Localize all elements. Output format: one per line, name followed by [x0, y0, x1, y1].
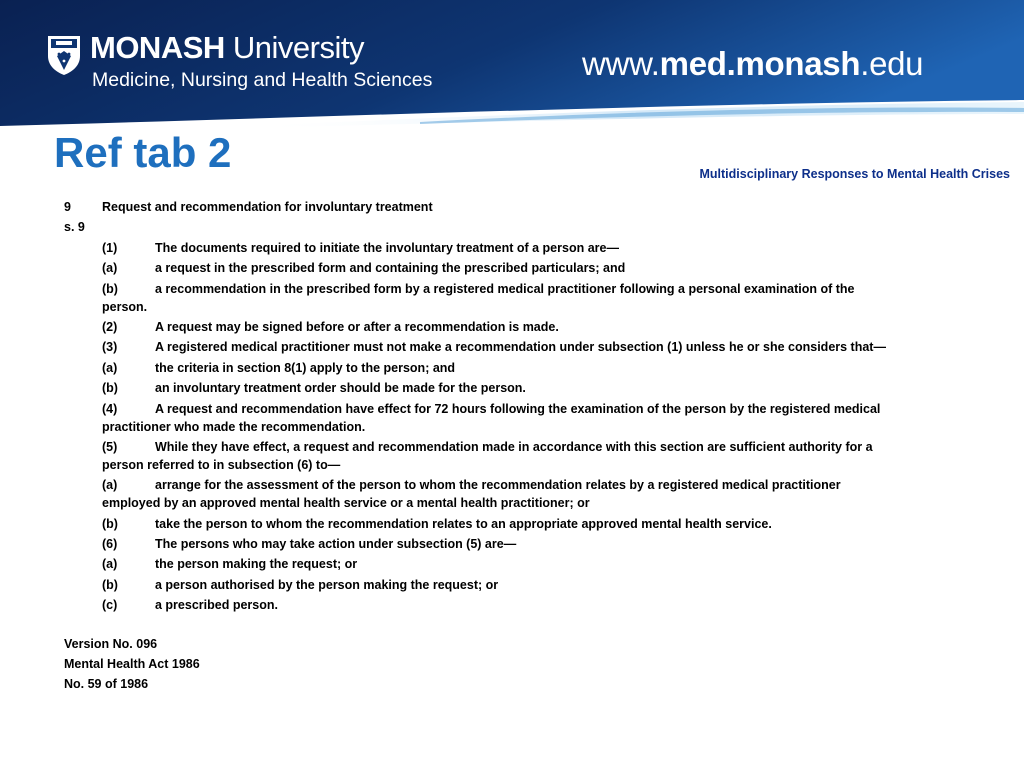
- item-number: (3): [102, 340, 118, 355]
- list-item: [64, 438, 894, 474]
- header-banner: [0, 0, 1024, 130]
- list-item: [64, 280, 894, 316]
- brand-name-bold: MONASH: [90, 30, 225, 65]
- item-number: (a): [102, 478, 118, 493]
- item-text: s. 9: [64, 220, 85, 235]
- item-text: The documents required to initiate the involuntary treatment of a person are—: [155, 240, 619, 255]
- item-number: (6): [102, 537, 118, 552]
- item-number: (4): [102, 401, 118, 416]
- item-text: While they have effect, a request and recommendation made in accordance with this section are sufficient authority for a person referred to in subsection (6) to—: [102, 439, 873, 472]
- item-number: (a): [102, 557, 118, 572]
- item-number: (b): [102, 381, 118, 396]
- list-item: [64, 318, 894, 336]
- item-text: arrange for the assessment of the person to whom the recommendation relates by a registered medical practitioner employed by an approved mental health service or a mental health practitioner; or: [102, 478, 841, 511]
- item-text: take the person to whom the recommendation relates to an appropriate approved mental health service.: [155, 516, 772, 531]
- item-text: A registered medical practitioner must not make a recommendation under subsection (1) unless he or she considers that—: [155, 340, 886, 355]
- faculty-name: Medicine, Nursing and Health Sciences: [92, 69, 433, 91]
- item-text: the person making the request; or: [155, 557, 358, 572]
- item-text: a recommendation in the prescribed form by a registered medical practitioner following a personal examination of the person.: [102, 281, 855, 314]
- item-number: (a): [102, 261, 118, 276]
- slide-title: Ref tab 2: [54, 129, 232, 176]
- list-item: [64, 476, 894, 512]
- version-number: Version No. 096: [64, 636, 158, 651]
- item-text: A request and recommendation have effect for 72 hours following the examination of the person by the registered medical practitioner who made the recommendation.: [102, 401, 881, 434]
- act-name: Mental Health Act 1986: [64, 657, 200, 672]
- list-item: [64, 359, 894, 377]
- brand-wordmark: [90, 30, 364, 66]
- act-number: No. 59 of 1986: [64, 677, 149, 692]
- item-text: The persons who may take action under subsection (5) are—: [155, 537, 517, 552]
- item-number: 9: [64, 200, 71, 214]
- slide-subtitle: Multidisciplinary Responses to Mental Health Crises: [699, 167, 1010, 181]
- university-crest-icon: [46, 34, 82, 76]
- list-item: [64, 576, 894, 594]
- item-text: an involuntary treatment order should be made for the person.: [155, 381, 526, 396]
- legislation-text: [64, 198, 894, 696]
- item-text: a request in the prescribed form and containing the prescribed particulars; and: [155, 261, 626, 276]
- url-suffix: .edu: [860, 45, 924, 82]
- item-text: Request and recommendation for involuntary treatment: [102, 200, 433, 214]
- item-text: a person authorised by the person making the request; or: [155, 577, 499, 592]
- item-number: (b): [102, 577, 118, 592]
- website-url: [582, 44, 923, 84]
- list-item: [64, 338, 894, 356]
- item-text: A request may be signed before or after a recommendation is made.: [155, 319, 559, 334]
- list-item: [64, 555, 894, 573]
- list-item: [64, 239, 894, 257]
- list-item: [64, 400, 894, 436]
- section-heading: [64, 198, 894, 216]
- item-number: (a): [102, 360, 118, 375]
- item-number: (2): [102, 319, 118, 334]
- list-item: [64, 596, 894, 614]
- brand-name-light: University: [224, 30, 364, 65]
- item-text: the criteria in section 8(1) apply to the person; and: [155, 360, 456, 375]
- url-domain: med.monash: [659, 45, 861, 82]
- spacer: [64, 617, 894, 635]
- list-item: [64, 259, 894, 277]
- list-item: [64, 379, 894, 397]
- item-text: a prescribed person.: [155, 598, 278, 613]
- item-number: (1): [102, 240, 118, 255]
- item-number: (c): [102, 598, 118, 613]
- item-number: (b): [102, 516, 118, 531]
- list-item: [64, 535, 894, 553]
- item-number: (5): [102, 439, 118, 454]
- url-prefix: www.: [582, 45, 660, 82]
- list-item: [64, 515, 894, 533]
- item-number: (b): [102, 281, 118, 296]
- section-reference: [64, 218, 894, 236]
